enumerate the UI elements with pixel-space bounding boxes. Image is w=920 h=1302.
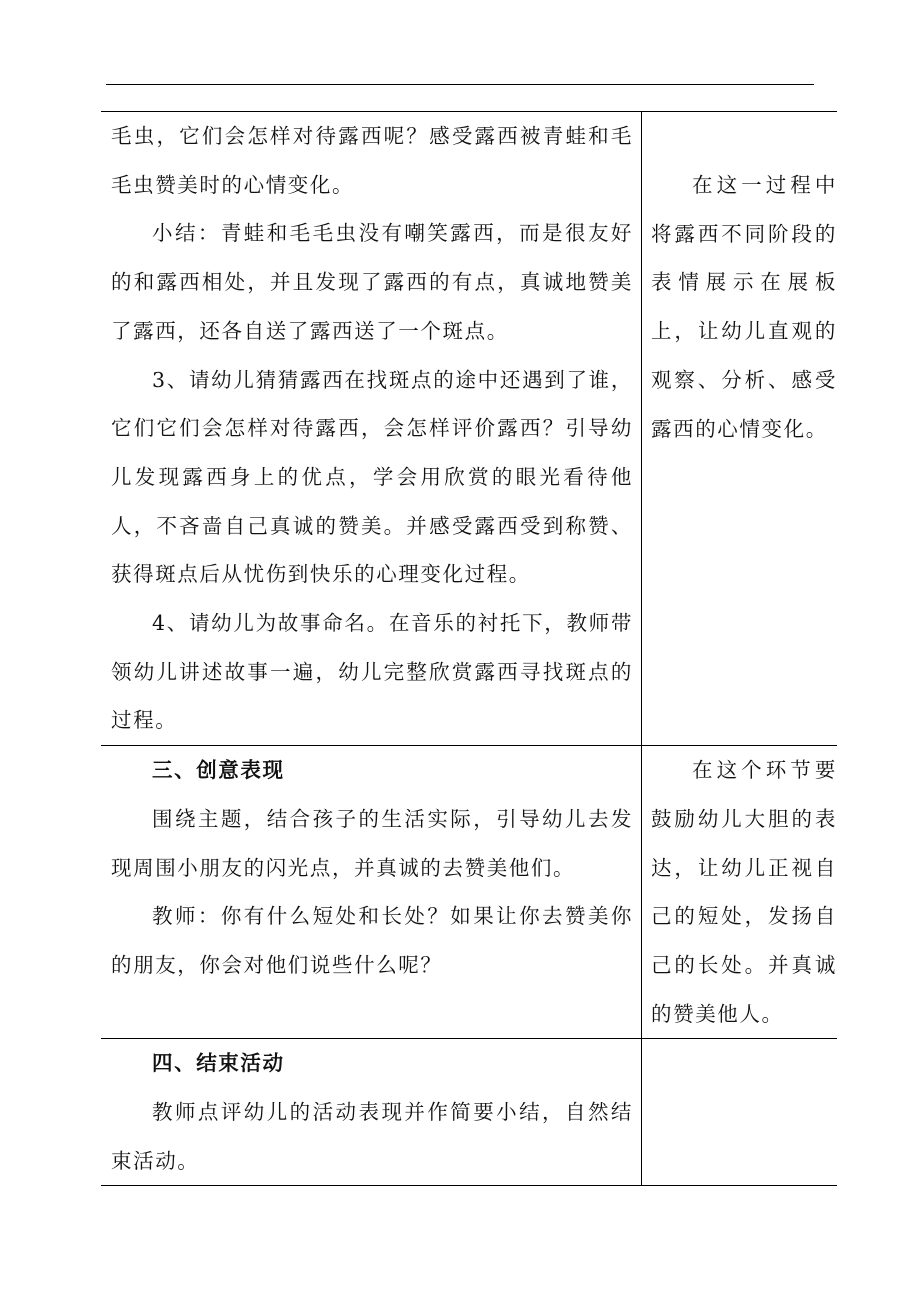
section-heading: 四、结束活动 [152,1051,285,1076]
activity-cell [101,1039,642,1186]
section-heading: 三、创意表现 [152,758,285,783]
note-cell [642,1039,838,1186]
table-row [101,112,837,746]
note-cell [642,112,838,746]
paragraph: 3、请幼儿猜猜露西在找斑点的途中还遇到了谁，它们它们会怎样对待露西，会怎样评价露西？引导幼儿发现露西身上的优点，学会用欣赏的眼光看待他人，不吝啬自己真诚的赞美。并感受露西受到称赞、获得斑点后从忧伤到快乐的心理变化过程。 [111,367,633,587]
paragraph: 教师：你有什么短处和长处？如果让你去赞美你的朋友，你会对他们说些什么呢？ [111,904,633,977]
table-row [101,1039,837,1186]
table-row [101,746,837,1039]
header-rule [106,84,814,85]
paragraph: 毛虫，它们会怎样对待露西呢？感受露西被青蛙和毛毛虫赞美时的心情变化。 [111,124,633,197]
activity-cell [101,112,642,746]
lesson-plan-table [101,111,837,1186]
note-text: 在这个环节要鼓励幼儿大胆的表达，让幼儿正视自己的短处，发扬自己的长处。并真诚的赞美他人。 [651,758,837,1026]
paragraph: 4、请幼儿为故事命名。在音乐的衬托下，教师带领幼儿讲述故事一遍，幼儿完整欣赏露西寻找斑点的过程。 [111,611,633,733]
paragraph: 围绕主题，结合孩子的生活实际，引导幼儿去发现周围小朋友的闪光点，并真诚的去赞美他们。 [111,806,633,880]
paragraph: 小结：青蛙和毛毛虫没有嘲笑露西，而是很友好的和露西相处，并且发现了露西的有点，真诚地赞美了露西，还各自送了露西送了一个斑点。 [111,221,633,343]
note-cell [642,746,838,1039]
activity-cell [101,746,642,1039]
note-text: 在这一过程中将露西不同阶段的表情展示在展板上，让幼儿直观的观察、分析、感受露西的心情变化。 [651,173,837,441]
paragraph: 教师点评幼儿的活动表现并作简要小结，自然结束活动。 [111,1100,633,1173]
